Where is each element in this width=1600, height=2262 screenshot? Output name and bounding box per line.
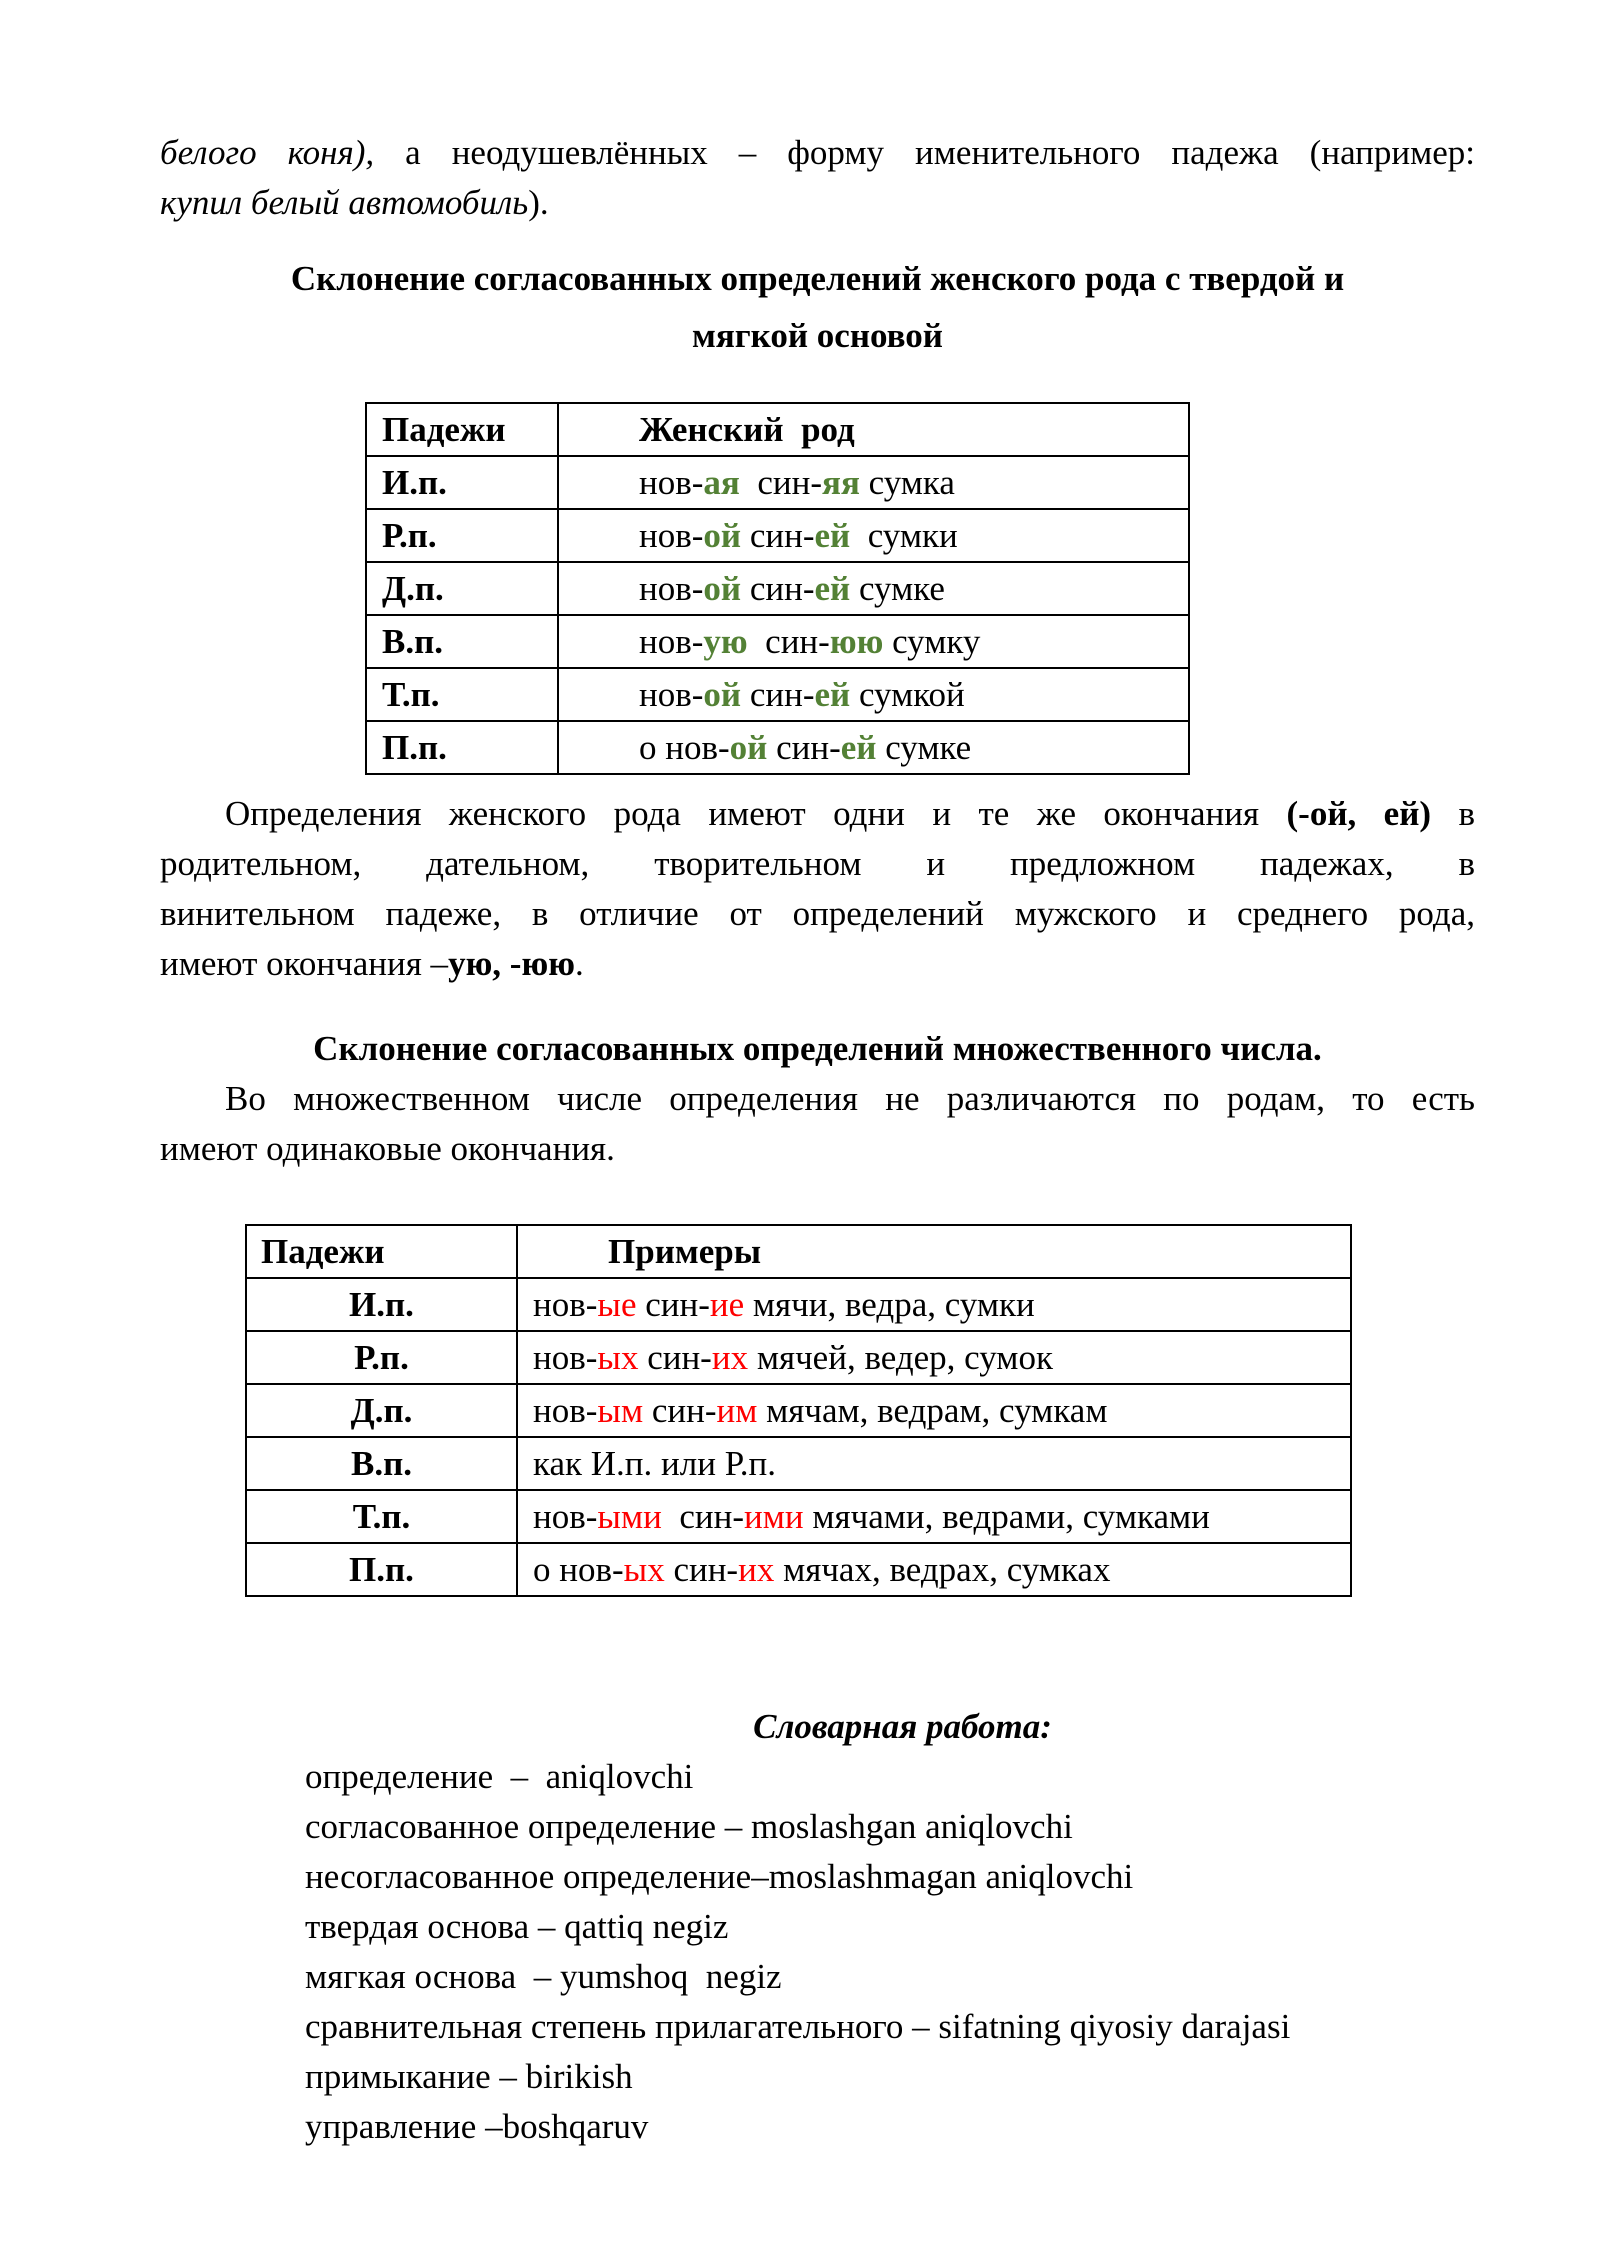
ending-segment: ей (814, 674, 851, 714)
intro-italic-lead: белого коня), (160, 133, 375, 172)
ending-segment: ой (703, 568, 742, 608)
ending-segment: яя (822, 462, 860, 502)
vocab-title: Словарная работа: (753, 1707, 1052, 1746)
paragraph-feminine-line-4 (160, 939, 1475, 989)
heading-feminine-declension (160, 250, 1475, 364)
heading-plural-declension: Склонение согласованных определений множественного числа. (313, 1029, 1322, 1068)
example-cell (558, 456, 1189, 509)
table-header-row (366, 403, 1189, 456)
ending-segment: ых (623, 1549, 665, 1589)
example-segment: мячи, ведра, сумки (744, 1284, 1035, 1324)
ending-segment: ей (814, 515, 851, 555)
example-cell (558, 668, 1189, 721)
ending-segment: их (738, 1549, 775, 1589)
paragraph-text: Определения женского рода имеют одни и те же окончания (225, 794, 1287, 833)
example-segment: сумку (883, 621, 981, 661)
case-cell: В.п. (366, 615, 558, 668)
example-segment: о нов- (639, 727, 730, 767)
case-cell: Д.п. (366, 562, 558, 615)
table-row (246, 1490, 1351, 1543)
table-row (366, 509, 1189, 562)
declension-table-plural (245, 1224, 1352, 1597)
example-segment: нов- (533, 1496, 598, 1536)
vocab-list (160, 1752, 1475, 2152)
example-cell (517, 1331, 1351, 1384)
case-cell: Р.п. (366, 509, 558, 562)
example-segment: нов- (639, 515, 704, 555)
example-cell (517, 1490, 1351, 1543)
example-cell (558, 509, 1189, 562)
vocab-item: сравнительная степень прилагательного – sifatning qiyosiy darajasi (305, 2007, 1291, 2046)
vocab-item: несогласованное определение–moslashmagan aniqlovchi (305, 1857, 1134, 1896)
case-cell: Р.п. (246, 1331, 517, 1384)
example-segment: сумки (850, 515, 958, 555)
case-cell: И.п. (246, 1278, 517, 1331)
paragraph-feminine-endings (160, 789, 1475, 989)
bold-endings-uyu-yuyu: ую, -юю (448, 944, 575, 983)
intro-line-2 (160, 178, 1475, 228)
example-segment: син- (636, 1284, 710, 1324)
example-segment: нов- (639, 568, 704, 608)
case-cell: Т.п. (246, 1490, 517, 1543)
table-row (366, 562, 1189, 615)
example-segment: син- (767, 727, 841, 767)
vocab-item: управление –boshqaruv (305, 2107, 649, 2146)
example-segment: нов- (533, 1337, 598, 1377)
case-cell: В.п. (246, 1437, 517, 1490)
ending-segment: ими (743, 1496, 804, 1536)
heading-feminine-line-2: мягкой основой (692, 316, 943, 355)
example-segment: сумкой (850, 674, 965, 714)
case-cell: П.п. (366, 721, 558, 774)
example-segment: сумке (876, 727, 972, 767)
example-cell (517, 1543, 1351, 1596)
example-segment: син- (739, 462, 823, 502)
ending-segment: их (711, 1337, 749, 1377)
table-header-row (246, 1225, 1351, 1278)
example-segment: нов- (533, 1284, 598, 1324)
intro-line-1-text: а неодушевлённых – форму именительного падежа (например: (374, 133, 1476, 172)
example-segment: мячам, ведрам, сумкам (757, 1390, 1108, 1430)
heading-feminine-line-1: Склонение согласованных определений женского рода с твердой и (290, 259, 1345, 298)
example-segment: син- (643, 1390, 717, 1430)
ending-segment: ую (703, 621, 748, 661)
intro-italic-example: купил белый автомобиль (160, 183, 529, 222)
example-cell (558, 615, 1189, 668)
example-segment: мячах, ведрах, сумках (774, 1549, 1111, 1589)
table-row (366, 615, 1189, 668)
vocab-item: определение – aniqlovchi (305, 1757, 694, 1796)
ending-segment: ой (729, 727, 768, 767)
table-row (246, 1543, 1351, 1596)
example-segment: нов- (639, 621, 704, 661)
paragraph-text: . (574, 944, 584, 983)
ending-segment: ей (814, 568, 851, 608)
example-segment: син- (741, 515, 815, 555)
example-segment: син- (664, 1549, 739, 1589)
header-cell-cases: Падежи (366, 403, 558, 456)
example-segment: нов- (639, 674, 704, 714)
vocab-item: согласованное определение – moslashgan aniqlovchi (305, 1807, 1073, 1846)
ending-segment: ых (597, 1337, 639, 1377)
example-segment: син- (638, 1337, 712, 1377)
ending-segment: ие (709, 1284, 745, 1324)
example-segment: нов- (533, 1390, 598, 1430)
paragraph-feminine-line-2: родительном, дательном, творительном и предложном падежах, в (160, 844, 1475, 883)
header-cell-feminine-gender: Женский род (558, 403, 1189, 456)
example-segment: сумке (850, 568, 945, 608)
table-row (246, 1331, 1351, 1384)
example-cell (517, 1278, 1351, 1331)
example-segment: син- (747, 621, 830, 661)
paragraph-feminine-line-3: винительном падеже, в отличие от определений мужского и среднего рода, (160, 894, 1475, 933)
ending-segment: ая (703, 462, 740, 502)
vocab-item: примыкание – birikish (305, 2057, 633, 2096)
bold-endings-oj-ej: (-ой, ей) (1286, 794, 1432, 833)
example-segment: мячами, ведрами, сумками (803, 1496, 1210, 1536)
example-cell (517, 1384, 1351, 1437)
example-cell (558, 562, 1189, 615)
ending-segment: ей (840, 727, 877, 767)
example-segment: мячей, ведер, сумок (748, 1337, 1053, 1377)
table-row (366, 668, 1189, 721)
case-cell: И.п. (366, 456, 558, 509)
example-segment: син- (741, 568, 815, 608)
example-segment: нов- (639, 462, 704, 502)
case-cell: П.п. (246, 1543, 517, 1596)
table-row (246, 1384, 1351, 1437)
example-segment: син- (741, 674, 815, 714)
paragraph-text: имеют окончания – (160, 944, 449, 983)
paragraph-text: в (1431, 794, 1475, 833)
paragraph-plural-line-2: имеют одинаковые окончания. (160, 1129, 615, 1168)
ending-segment: юю (829, 621, 884, 661)
example-segment: сумка (859, 462, 955, 502)
example-segment: син- (661, 1496, 744, 1536)
case-cell: Т.п. (366, 668, 558, 721)
intro-line-2-text: ). (528, 183, 549, 222)
example-segment: о нов- (533, 1549, 624, 1589)
vocab-item: мягкая основа – yumshoq negiz (305, 1957, 782, 1996)
example-cell (558, 721, 1189, 774)
ending-segment: ой (703, 674, 742, 714)
ending-segment: им (716, 1390, 758, 1430)
ending-segment: ой (703, 515, 742, 555)
example-segment: как И.п. или Р.п. (533, 1443, 777, 1483)
intro-line-1 (160, 128, 1475, 178)
example-cell (517, 1437, 1351, 1490)
table-row (246, 1437, 1351, 1490)
table-row (246, 1278, 1351, 1331)
table-row (366, 456, 1189, 509)
table-row (366, 721, 1189, 774)
declension-table-feminine (365, 402, 1190, 775)
paragraph-plural-line-1: Во множественном числе определения не различаются по родам, то есть (225, 1079, 1475, 1118)
header-cell-cases: Падежи (246, 1225, 517, 1278)
ending-segment: ым (597, 1390, 644, 1430)
paragraph-feminine-line-1 (160, 789, 1475, 839)
case-cell: Д.п. (246, 1384, 517, 1437)
vocab-item: твердая основа – qattiq negiz (305, 1907, 729, 1946)
ending-segment: ыми (597, 1496, 662, 1536)
header-cell-examples: Примеры (517, 1225, 1351, 1278)
ending-segment: ые (597, 1284, 637, 1324)
